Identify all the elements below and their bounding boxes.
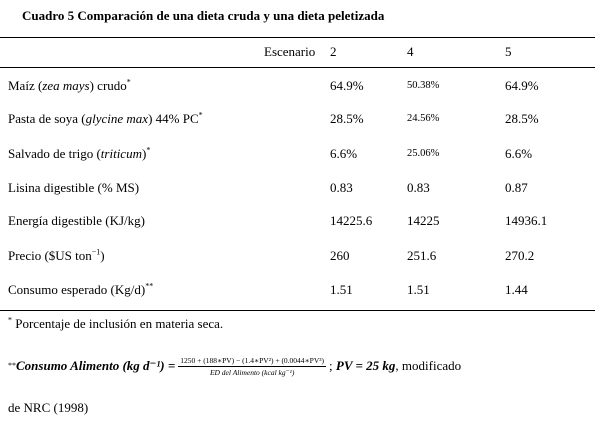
cell-salvado-2: 6.6% (330, 146, 358, 161)
cell-soya-4: 24.56% (407, 113, 440, 124)
cell-consumo-5: 1.44 (505, 282, 528, 297)
cell-energia-5: 14936.1 (505, 213, 548, 228)
footnote: * Porcentaje de inclusión en materia seca. (8, 315, 224, 331)
row-label-soya: Pasta de soya (glycine max) 44% PC* (8, 110, 203, 126)
cell-maiz-2: 64.9% (330, 78, 364, 93)
table-bottom-rule (0, 310, 595, 311)
cell-lisina-4: 0.83 (407, 180, 430, 195)
header-col-2: 2 (330, 44, 337, 59)
header-col-5: 5 (505, 44, 512, 59)
row-label-consumo: Consumo esperado (Kg/d)** (8, 281, 154, 297)
formula-denominator: ED del Alimento (kcal kg⁻¹) (209, 367, 295, 377)
table-header-rule (0, 67, 595, 68)
formula-fraction (178, 356, 326, 377)
cell-salvado-4: 25.06% (407, 148, 440, 159)
cell-consumo-4: 1.51 (407, 282, 430, 297)
row-label-precio: Precio ($US ton$^{-1}$) (8, 247, 105, 263)
header-col-4: 4 (407, 44, 414, 59)
table-top-rule (0, 37, 595, 38)
cell-salvado-5: 6.6% (505, 146, 533, 161)
cell-soya-5: 28.5% (505, 111, 539, 126)
formula-numerator: 1250 + (188∗PV) − (1.4∗PV²) + (0.0044∗PV³) (180, 355, 324, 365)
cell-energia-4: 14225 (407, 213, 440, 228)
cell-soya-2: 28.5% (330, 111, 364, 126)
cell-maiz-4: 50.38% (407, 80, 440, 91)
header-scenario-label: Escenario (264, 44, 316, 59)
row-label-salvado: Salvado de trigo (triticum)* (8, 145, 151, 161)
cell-energia-2: 14225.6 (330, 213, 373, 228)
formula-condition: ; PV = 25 kg, modificado (329, 358, 462, 373)
cell-maiz-5: 64.9% (505, 78, 539, 93)
consumption-formula: ** Consumo Alimento (kg d⁻¹) = $\frac{\text{1250 + (188∗PV) − (1.4∗PV²) + (0.0044∗PV³)}}{\text{ED del Alimento (kcal kg⁻¹)}}$ ; PV = 25 kg, modificado (8, 355, 462, 377)
cell-lisina-2: 0.83 (330, 180, 353, 195)
row-label-energia: Energía digestible (KJ/kg) (8, 213, 145, 228)
row-label-maiz: Maíz (zea mays) crudo* (8, 77, 131, 93)
cell-precio-2: 260 (330, 248, 350, 263)
reference-text: de NRC (1998) (8, 400, 89, 415)
cell-lisina-5: 0.87 (505, 180, 528, 195)
cell-precio-5: 270.2 (505, 248, 535, 263)
formula-lhs: Consumo Alimento (kg d⁻¹) = (16, 358, 176, 373)
row-label-lisina: Lisina digestible (% MS) (8, 180, 140, 195)
cell-precio-4: 251.6 (407, 248, 437, 263)
table-caption: Cuadro 5 Comparación de una dieta cruda y una dieta peletizada (22, 8, 385, 23)
cell-consumo-2: 1.51 (330, 282, 353, 297)
